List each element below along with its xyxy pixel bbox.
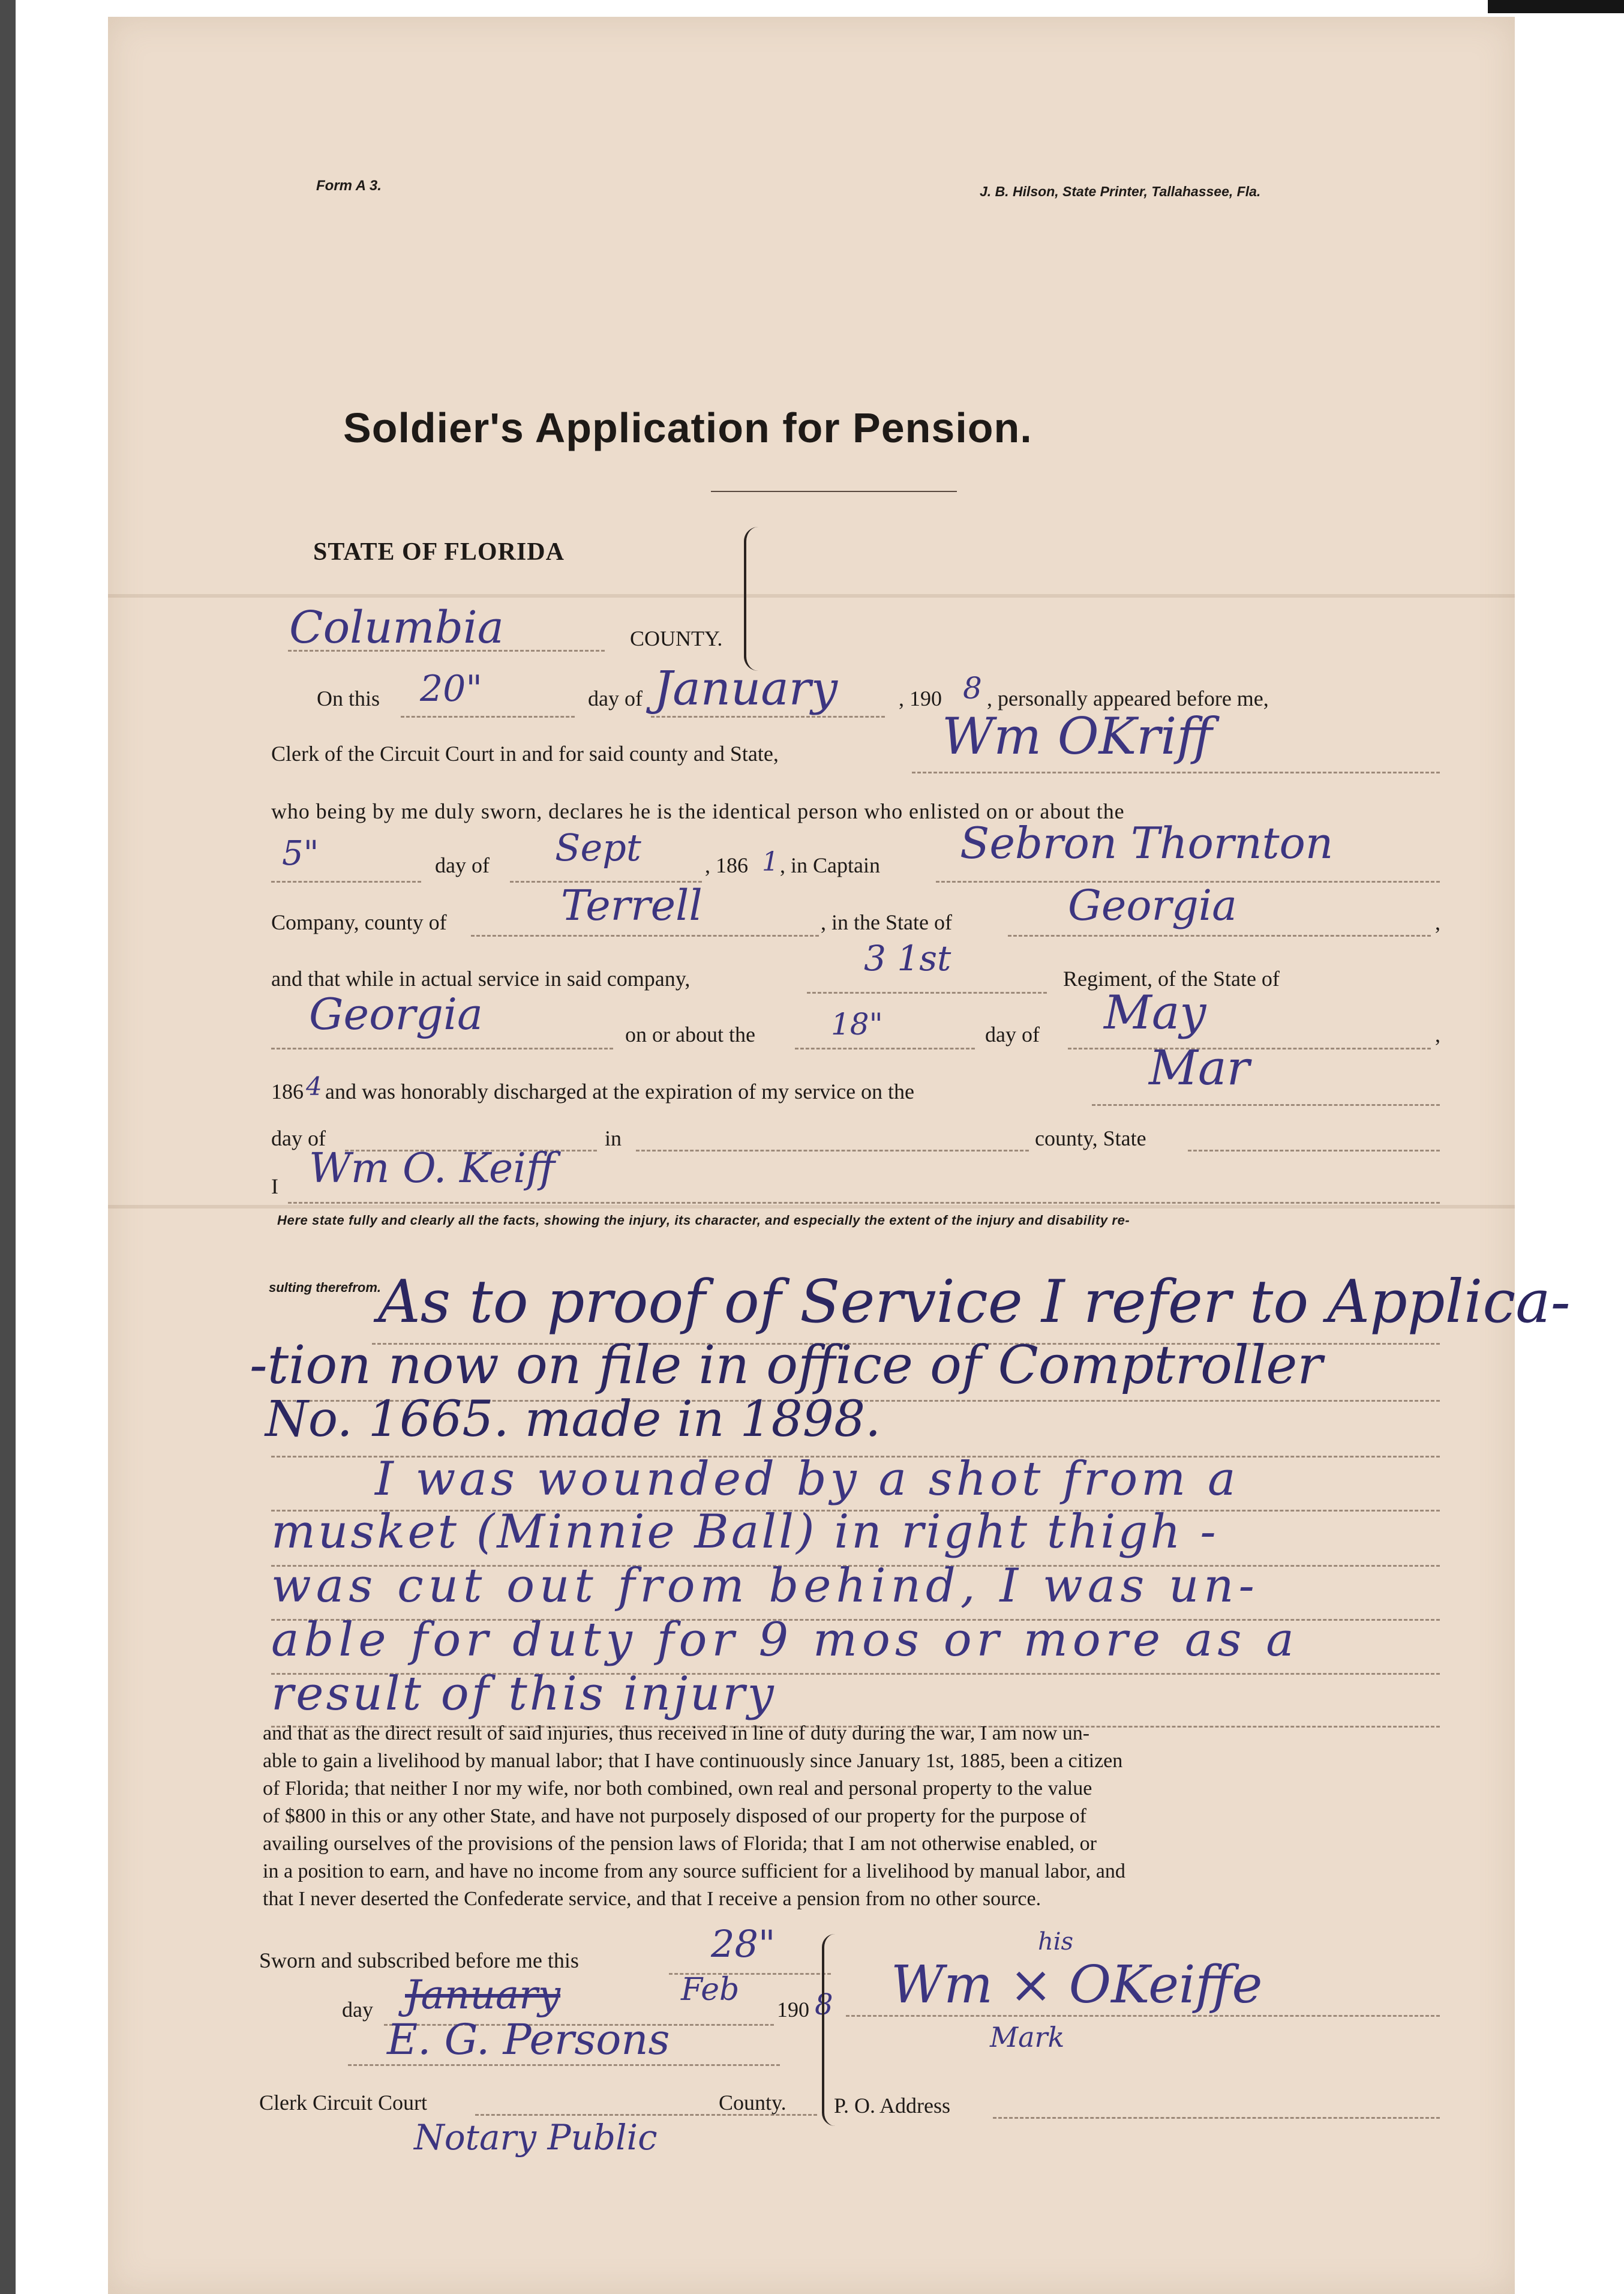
hw-year-digit: 8 — [963, 671, 982, 706]
statement-line-3: No. 1665. made in 1898. — [265, 1391, 881, 1448]
statement-line-4: I was wounded by a shot from a — [375, 1452, 1239, 1506]
state-heading: STATE OF FLORIDA — [313, 538, 565, 566]
about-day-line — [795, 1048, 975, 1049]
label-in-state-of: , in the State of — [821, 910, 952, 934]
sworn-brace — [822, 1934, 835, 2126]
hw-month: January — [654, 662, 838, 716]
label-comma-2: , — [1435, 1022, 1440, 1046]
hw-clerk-signature: E. G. Persons — [387, 2015, 670, 2064]
label-day-of: day of — [588, 686, 643, 710]
scan-edge-top — [1488, 0, 1624, 13]
printer-credit: J. B. Hilson, State Printer, Tallahassee, Fla. — [980, 184, 1261, 199]
hw-about-month: May — [1104, 986, 1206, 1040]
label-190: 190 — [777, 1998, 809, 2022]
state-county-brace — [744, 527, 758, 671]
county-of-line — [471, 935, 819, 937]
statement-line-8: result of this injury — [271, 1667, 776, 1721]
po-address-line — [993, 2117, 1440, 2119]
hw-enlist-day: 5" — [282, 834, 319, 873]
label-county-end: County. — [719, 2091, 787, 2115]
label-clerk-circuit: Clerk Circuit Court — [259, 2091, 427, 2115]
state-of-2-line — [271, 1048, 613, 1049]
statement-line-7: able for duty for 9 mos or more as a — [271, 1613, 1299, 1667]
hw-enlist-year-digit: 1 — [762, 847, 779, 877]
county-line — [288, 650, 605, 652]
i-name-line — [288, 1202, 1440, 1204]
discharge-state-line — [1188, 1150, 1440, 1152]
label-186: 186 — [271, 1079, 304, 1103]
hw-about-day: 18" — [831, 1007, 883, 1042]
statement-line-5: musket (Minnie Ball) in right thigh - — [271, 1505, 1218, 1559]
hw-captain: Sebron Thornton — [960, 818, 1334, 868]
statement-line-6: was cut out from behind, I was un- — [271, 1559, 1259, 1613]
state-of-line — [1008, 935, 1431, 937]
signature-line — [846, 2015, 1440, 2017]
hw-his: his — [1038, 1928, 1074, 1956]
label-day-of-4: day of — [271, 1126, 326, 1150]
hw-i-name: Wm O. Keiff — [309, 1145, 556, 1192]
label-clerk-line: Clerk of the Circuit Court in and for said county and State, — [271, 742, 779, 766]
county-handwritten: Columbia — [289, 602, 504, 653]
enlist-day-line — [271, 881, 421, 883]
declaration-line: availing ourselves of the provisions of the pension laws of Florida; that I am not otherwise enabled, or — [263, 1833, 1097, 1855]
label-county-state: county, State — [1035, 1126, 1146, 1150]
declaration-line: in a position to earn, and have no income from any source sufficient for a livelihood by manual labor, and — [263, 1860, 1125, 1882]
county-label: COUNTY. — [630, 626, 723, 650]
label-day-of-2: day of — [435, 853, 490, 877]
hw-year-digit-2: 4 — [306, 1072, 322, 1101]
clerk-sig-line — [348, 2064, 780, 2066]
hw-sworn-day: 28" — [711, 1922, 776, 1966]
form-number: Form A 3. — [316, 178, 382, 194]
label-year: , 190 — [899, 686, 942, 710]
hw-sworn-year: 8 — [815, 1988, 833, 2022]
declaration-line: and that as the direct result of said injuries, thus received in line of duty during the war, I am now un- — [263, 1722, 1090, 1744]
hw-day: 20" — [420, 668, 482, 710]
label-company-county: Company, county of — [271, 910, 447, 934]
label-and-that: and that while in actual service in said company, — [271, 967, 691, 991]
hw-regiment: 3 1st — [864, 938, 951, 979]
hw-state-of-2: Georgia — [309, 989, 483, 1039]
label-in: in — [605, 1126, 622, 1150]
title-rule — [711, 491, 957, 492]
hw-mark: Mark — [990, 2021, 1065, 2053]
discharge-place-line — [636, 1150, 1029, 1152]
statement-line-1: As to proof of Service I refer to Applica- — [378, 1268, 1571, 1336]
hw-signature: Wm × OKeiffe — [891, 1955, 1263, 2015]
label-regiment: Regiment, of the State of — [1063, 967, 1280, 991]
label-sworn-line: who being by me duly sworn, declares he is the identical person who enlisted on or about the — [271, 799, 1125, 823]
pension-form-page — [108, 17, 1571, 2294]
label-i: I — [271, 1174, 278, 1198]
label-comma: , — [1435, 910, 1440, 934]
declaration-line: that I never deserted the Confederate service, and that I receive a pension from no other source. — [263, 1888, 1041, 1910]
label-in-captain: , in Captain — [780, 853, 880, 877]
label-day: day — [342, 1998, 373, 2022]
hw-sworn-month: Feb — [681, 1972, 740, 2008]
instruction-text: Here state fully and clearly all the facts, showing the injury, its character, and especially the extent of the injury and disability re- — [277, 1213, 1130, 1228]
discharge-line — [1092, 1104, 1440, 1106]
fold-crease — [108, 594, 1515, 598]
hw-sworn-month-struck: January — [405, 1972, 561, 2018]
hw-notary: Notary Public — [414, 2117, 658, 2158]
scan-edge-left — [0, 0, 16, 2294]
declaration-line: of Florida; that neither I nor my wife, nor both combined, own real and personal property to the value — [263, 1777, 1092, 1800]
name-line — [912, 772, 1440, 773]
hw-enlist-month: Sept — [555, 826, 641, 869]
statement-line-2: -tion now on file in office of Comptroller — [250, 1334, 1323, 1396]
instruction-text-2: sulting therefrom. — [269, 1280, 382, 1295]
declaration-line: of $800 in this or any other State, and have not purposely disposed of our property for the purpose of — [263, 1805, 1086, 1827]
label-1861: , 186 — [705, 853, 748, 877]
label-day-of-3: day of — [985, 1022, 1040, 1046]
label-on-this: On this — [317, 686, 380, 710]
label-on-or-about: on or about the — [625, 1022, 755, 1046]
hw-state-of: Georgia — [1068, 881, 1237, 930]
fold-crease — [108, 1205, 1515, 1209]
label-sworn-subscribed: Sworn and subscribed before me this — [259, 1948, 579, 1972]
day-line — [401, 716, 575, 718]
label-personally: , personally appeared before me, — [987, 686, 1269, 710]
page-title: Soldier's Application for Pension. — [343, 404, 1032, 451]
label-po-address: P. O. Address — [834, 2094, 951, 2118]
regiment-line — [807, 992, 1047, 994]
month-line — [651, 716, 885, 718]
declaration-line: able to gain a livelihood by manual labor; that I have continuously since January 1st, 1885, been a citizen — [263, 1750, 1123, 1772]
label-honorably: and was honorably discharged at the expiration of my service on the — [325, 1079, 915, 1103]
hw-county-of: Terrell — [561, 881, 703, 930]
hw-applicant-name: Wm OKriff — [942, 707, 1212, 766]
hw-discharge: Mar — [1149, 1040, 1250, 1096]
